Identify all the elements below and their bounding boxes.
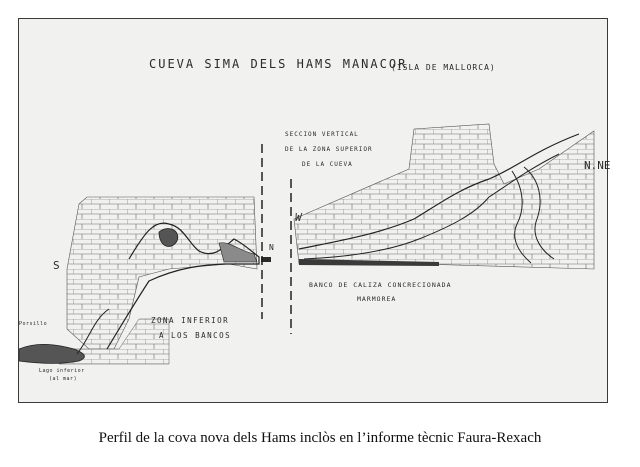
small-bottom-label-line-2: (al mar) — [49, 376, 78, 382]
compass-ne: N.NE — [584, 159, 611, 172]
cave-section-sketch — [19, 19, 609, 404]
cave-profile-drawing — [18, 18, 611, 403]
section-label-line-2: DE LA ZONA SUPERIOR — [285, 146, 373, 153]
compass-n: N — [269, 243, 274, 252]
small-bottom-label-line-1: Lago inferior — [39, 368, 85, 374]
bank-label-line-2: MARMOREA — [357, 295, 397, 303]
drawing-title: CUEVA SIMA DELS HAMS MANACOR — [149, 57, 408, 71]
zone-label-line-1: ZONA INFERIOR — [151, 316, 230, 325]
section-label-line-1: SECCION VERTICAL — [285, 131, 359, 138]
drawing-subtitle: (ISLA DE MALLORCA) — [391, 63, 496, 72]
section-label-line-3: DE LA CUEVA — [302, 161, 353, 168]
compass-w: W — [295, 211, 302, 224]
zone-label-line-2: A LOS BANCOS — [159, 331, 232, 340]
figure-caption: Perfil de la cova nova dels Hams inclòs en l’informe tècnic Faura-Rexach — [98, 430, 542, 446]
bank-label-line-1: BANCO DE CALIZA CONCRECIONADA — [309, 281, 452, 289]
small-left-label: Porsillo — [19, 321, 48, 327]
compass-s: S — [53, 259, 60, 272]
